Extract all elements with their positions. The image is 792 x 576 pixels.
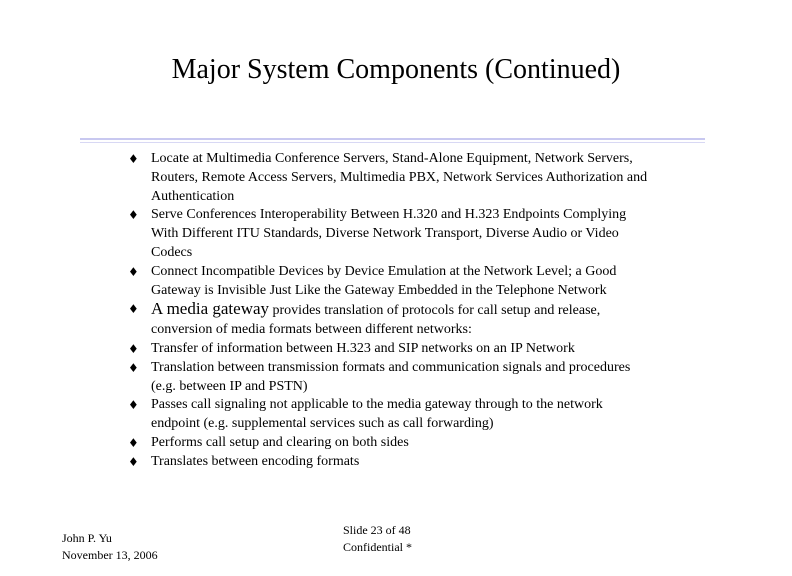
footer-author: John P. Yu	[62, 531, 112, 545]
bullet-item	[128, 300, 648, 340]
diamond-bullet-icon: ♦	[128, 435, 139, 450]
diamond-bullet-icon: ♦	[128, 341, 139, 356]
bullet-item	[128, 340, 648, 359]
slide-title: Major System Components (Continued)	[171, 54, 621, 85]
diamond-bullet-icon: ♦	[128, 208, 139, 223]
bullet-item	[128, 453, 648, 472]
bullet-item	[128, 150, 648, 206]
bullet-text: Connect Incompatible Devices by Device Emulation at the Network Level; a Good Gateway is Invisible Just Like the Gateway Embedded in the Telephone Network	[151, 263, 617, 298]
footer-slide-info	[343, 522, 412, 556]
bullet-text: provides translation of protocols for call setup and release, conversion of media formats between different networks:	[151, 303, 601, 338]
title-divider-secondary	[80, 142, 705, 143]
diamond-bullet-icon: ♦	[128, 398, 139, 413]
bullet-text: Performs call setup and clearing on both sides	[151, 434, 409, 450]
diamond-bullet-icon: ♦	[128, 454, 139, 469]
bullet-item	[128, 434, 648, 453]
bullet-text: Serve Conferences Interoperability Between H.320 and H.323 Endpoints Complying With Different ITU Standards, Diverse Network Transport, Diverse Audio or Video Codecs	[151, 207, 627, 260]
diamond-bullet-icon: ♦	[128, 152, 139, 166]
bullet-item	[128, 359, 648, 397]
bullet-item	[128, 396, 648, 434]
footer-date: November 13, 2006	[62, 548, 158, 562]
bullet-text: Locate at Multimedia Conference Servers, Stand-Alone Equipment, Network Servers, Routers, Remote Access Servers, Multimedia PBX, Network Services Authorization and Authentication	[151, 151, 648, 204]
bullet-text: Translates between encoding formats	[151, 453, 360, 469]
bullet-item	[128, 263, 648, 301]
slide-number: Slide 23 of 48	[343, 523, 411, 537]
diamond-bullet-icon: ♦	[128, 360, 139, 375]
bullet-text: Transfer of information between H.323 and SIP networks on an IP Network	[151, 340, 575, 356]
bullet-list	[128, 150, 648, 472]
bullet-text: Passes call signaling not applicable to the media gateway through to the network endpoint (e.g. supplemental services such as call forwarding)	[151, 397, 603, 432]
diamond-bullet-icon: ♦	[128, 302, 139, 317]
confidential-label: Confidential *	[343, 540, 412, 554]
diamond-bullet-icon: ♦	[128, 264, 139, 279]
footer-author-block	[62, 530, 158, 564]
bullet-text: Translation between transmission formats and communication signals and procedures (e.g. between IP and PSTN)	[151, 359, 631, 394]
bullet-emphasis: A media gateway	[151, 299, 270, 319]
bullet-item	[128, 206, 648, 262]
title-divider	[80, 138, 705, 140]
